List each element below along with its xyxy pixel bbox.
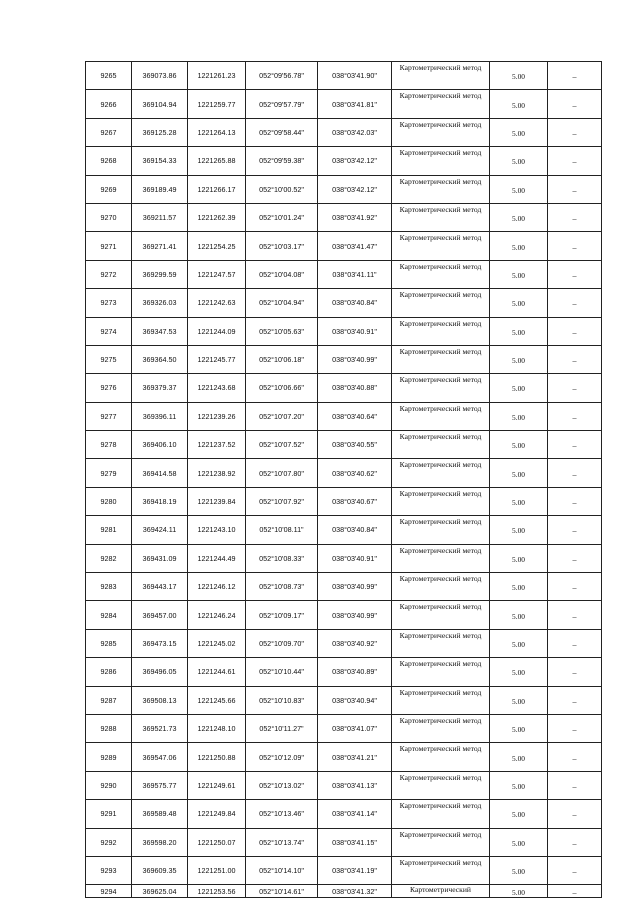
longitude-cell: 038°03'40.94" (318, 686, 392, 714)
longitude-cell: 038°03'40.92" (318, 629, 392, 657)
longitude-cell: 038°03'40.67" (318, 487, 392, 515)
latitude-cell: 052°09'59.38" (246, 147, 318, 175)
x-coordinate-cell: 369589.48 (132, 800, 188, 828)
x-coordinate-cell: 369299.59 (132, 260, 188, 288)
accuracy-cell: 5.00 (490, 203, 548, 231)
point-number-cell: 9288 (86, 714, 132, 742)
x-coordinate-cell: 369326.03 (132, 289, 188, 317)
point-number-cell: 9271 (86, 232, 132, 260)
table-row (86, 828, 602, 856)
latitude-cell: 052°10'04.08" (246, 260, 318, 288)
note-cell: – (548, 345, 602, 373)
latitude-cell: 052°10'07.80" (246, 459, 318, 487)
x-coordinate-cell: 369396.11 (132, 402, 188, 430)
longitude-cell: 038°03'41.90" (318, 62, 392, 90)
note-cell: – (548, 459, 602, 487)
note-cell: – (548, 629, 602, 657)
y-coordinate-cell: 1221266.17 (188, 175, 246, 203)
x-coordinate-cell: 369431.09 (132, 544, 188, 572)
table-row (86, 62, 602, 90)
accuracy-cell: 5.00 (490, 516, 548, 544)
accuracy-cell: 5.00 (490, 232, 548, 260)
latitude-cell: 052°10'07.20" (246, 402, 318, 430)
x-coordinate-cell: 369443.17 (132, 573, 188, 601)
point-number-cell: 9275 (86, 345, 132, 373)
method-cell: Картометрический метод (392, 402, 490, 430)
longitude-cell: 038°03'41.19" (318, 856, 392, 884)
longitude-cell: 038°03'41.47" (318, 232, 392, 260)
longitude-cell: 038°03'40.99" (318, 345, 392, 373)
note-cell: – (548, 62, 602, 90)
latitude-cell: 052°10'10.83" (246, 686, 318, 714)
accuracy-cell: 5.00 (490, 260, 548, 288)
x-coordinate-cell: 369189.49 (132, 175, 188, 203)
point-number-cell: 9273 (86, 289, 132, 317)
method-cell: Картометрический метод (392, 800, 490, 828)
table-row (86, 374, 602, 402)
y-coordinate-cell: 1221242.63 (188, 289, 246, 317)
point-number-cell: 9277 (86, 402, 132, 430)
accuracy-cell: 5.00 (490, 828, 548, 856)
accuracy-cell: 5.00 (490, 374, 548, 402)
y-coordinate-cell: 1221246.12 (188, 573, 246, 601)
longitude-cell: 038°03'41.07" (318, 714, 392, 742)
note-cell: – (548, 260, 602, 288)
x-coordinate-cell: 369424.11 (132, 516, 188, 544)
note-cell: – (548, 118, 602, 146)
y-coordinate-cell: 1221262.39 (188, 203, 246, 231)
method-cell: Картометрический метод (392, 175, 490, 203)
note-cell: – (548, 402, 602, 430)
table-row (86, 402, 602, 430)
longitude-cell: 038°03'42.12" (318, 147, 392, 175)
table-row (86, 345, 602, 373)
y-coordinate-cell: 1221238.92 (188, 459, 246, 487)
point-number-cell: 9281 (86, 516, 132, 544)
latitude-cell: 052°10'09.17" (246, 601, 318, 629)
x-coordinate-cell: 369154.33 (132, 147, 188, 175)
point-number-cell: 9270 (86, 203, 132, 231)
x-coordinate-cell: 369364.50 (132, 345, 188, 373)
method-cell: Картометрический метод (392, 459, 490, 487)
latitude-cell: 052°10'07.92" (246, 487, 318, 515)
table-row (86, 573, 602, 601)
table-row (86, 203, 602, 231)
table-row (86, 516, 602, 544)
table-row (86, 800, 602, 828)
note-cell: – (548, 90, 602, 118)
note-cell: – (548, 885, 602, 898)
latitude-cell: 052°10'03.17" (246, 232, 318, 260)
longitude-cell: 038°03'40.64" (318, 402, 392, 430)
note-cell: – (548, 317, 602, 345)
y-coordinate-cell: 1221244.49 (188, 544, 246, 572)
note-cell: – (548, 147, 602, 175)
accuracy-cell: 5.00 (490, 658, 548, 686)
x-coordinate-cell: 369598.20 (132, 828, 188, 856)
point-number-cell: 9276 (86, 374, 132, 402)
accuracy-cell: 5.00 (490, 402, 548, 430)
table-row (86, 629, 602, 657)
table-row (86, 260, 602, 288)
point-number-cell: 9267 (86, 118, 132, 146)
longitude-cell: 038°03'40.62" (318, 459, 392, 487)
note-cell: – (548, 658, 602, 686)
method-cell: Картометрический метод (392, 62, 490, 90)
method-cell: Картометрический (392, 885, 490, 898)
accuracy-cell: 5.00 (490, 175, 548, 203)
method-cell: Картометрический метод (392, 289, 490, 317)
accuracy-cell: 5.00 (490, 885, 548, 898)
y-coordinate-cell: 1221245.66 (188, 686, 246, 714)
x-coordinate-cell: 369496.05 (132, 658, 188, 686)
latitude-cell: 052°10'08.73" (246, 573, 318, 601)
longitude-cell: 038°03'41.11" (318, 260, 392, 288)
method-cell: Картометрический метод (392, 573, 490, 601)
longitude-cell: 038°03'40.99" (318, 601, 392, 629)
table-body (86, 62, 602, 898)
y-coordinate-cell: 1221264.13 (188, 118, 246, 146)
note-cell: – (548, 856, 602, 884)
y-coordinate-cell: 1221243.68 (188, 374, 246, 402)
method-cell: Картометрический метод (392, 601, 490, 629)
latitude-cell: 052°10'00.52" (246, 175, 318, 203)
longitude-cell: 038°03'40.91" (318, 544, 392, 572)
x-coordinate-cell: 369521.73 (132, 714, 188, 742)
point-number-cell: 9284 (86, 601, 132, 629)
longitude-cell: 038°03'41.81" (318, 90, 392, 118)
note-cell: – (548, 828, 602, 856)
x-coordinate-cell: 369379.37 (132, 374, 188, 402)
latitude-cell: 052°10'08.33" (246, 544, 318, 572)
y-coordinate-cell: 1221259.77 (188, 90, 246, 118)
latitude-cell: 052°10'13.46" (246, 800, 318, 828)
y-coordinate-cell: 1221246.24 (188, 601, 246, 629)
longitude-cell: 038°03'42.03" (318, 118, 392, 146)
table-row (86, 714, 602, 742)
accuracy-cell: 5.00 (490, 601, 548, 629)
x-coordinate-cell: 369271.41 (132, 232, 188, 260)
table-row (86, 118, 602, 146)
table-row (86, 431, 602, 459)
point-number-cell: 9292 (86, 828, 132, 856)
y-coordinate-cell: 1221239.26 (188, 402, 246, 430)
longitude-cell: 038°03'40.91" (318, 317, 392, 345)
accuracy-cell: 5.00 (490, 856, 548, 884)
table-row (86, 658, 602, 686)
method-cell: Картометрический метод (392, 203, 490, 231)
latitude-cell: 052°10'07.52" (246, 431, 318, 459)
point-number-cell: 9268 (86, 147, 132, 175)
table-row (86, 232, 602, 260)
table-row (86, 317, 602, 345)
y-coordinate-cell: 1221261.23 (188, 62, 246, 90)
y-coordinate-cell: 1221237.52 (188, 431, 246, 459)
latitude-cell: 052°10'14.10" (246, 856, 318, 884)
x-coordinate-cell: 369104.94 (132, 90, 188, 118)
method-cell: Картометрический метод (392, 345, 490, 373)
accuracy-cell: 5.00 (490, 118, 548, 146)
method-cell: Картометрический метод (392, 232, 490, 260)
accuracy-cell: 5.00 (490, 629, 548, 657)
note-cell: – (548, 175, 602, 203)
latitude-cell: 052°09'57.79" (246, 90, 318, 118)
method-cell: Картометрический метод (392, 118, 490, 146)
x-coordinate-cell: 369073.86 (132, 62, 188, 90)
longitude-cell: 038°03'41.13" (318, 771, 392, 799)
accuracy-cell: 5.00 (490, 743, 548, 771)
latitude-cell: 052°10'13.74" (246, 828, 318, 856)
table-row (86, 459, 602, 487)
point-number-cell: 9278 (86, 431, 132, 459)
method-cell: Картометрический метод (392, 544, 490, 572)
x-coordinate-cell: 369125.28 (132, 118, 188, 146)
y-coordinate-cell: 1221253.56 (188, 885, 246, 898)
method-cell: Картометрический метод (392, 828, 490, 856)
y-coordinate-cell: 1221251.00 (188, 856, 246, 884)
accuracy-cell: 5.00 (490, 431, 548, 459)
table-row (86, 90, 602, 118)
x-coordinate-cell: 369406.10 (132, 431, 188, 459)
accuracy-cell: 5.00 (490, 147, 548, 175)
table-row (86, 743, 602, 771)
table-row (86, 487, 602, 515)
longitude-cell: 038°03'41.32" (318, 885, 392, 898)
note-cell: – (548, 573, 602, 601)
accuracy-cell: 5.00 (490, 771, 548, 799)
latitude-cell: 052°10'06.66" (246, 374, 318, 402)
table-row (86, 147, 602, 175)
longitude-cell: 038°03'40.84" (318, 516, 392, 544)
note-cell: – (548, 800, 602, 828)
note-cell: – (548, 374, 602, 402)
latitude-cell: 052°09'58.44" (246, 118, 318, 146)
longitude-cell: 038°03'40.84" (318, 289, 392, 317)
accuracy-cell: 5.00 (490, 573, 548, 601)
y-coordinate-cell: 1221245.02 (188, 629, 246, 657)
accuracy-cell: 5.00 (490, 487, 548, 515)
note-cell: – (548, 544, 602, 572)
latitude-cell: 052°10'10.44" (246, 658, 318, 686)
x-coordinate-cell: 369211.57 (132, 203, 188, 231)
note-cell: – (548, 771, 602, 799)
y-coordinate-cell: 1221248.10 (188, 714, 246, 742)
y-coordinate-cell: 1221265.88 (188, 147, 246, 175)
method-cell: Картометрический метод (392, 147, 490, 175)
coordinates-table (85, 61, 602, 898)
longitude-cell: 038°03'40.55" (318, 431, 392, 459)
longitude-cell: 038°03'41.92" (318, 203, 392, 231)
x-coordinate-cell: 369575.77 (132, 771, 188, 799)
note-cell: – (548, 203, 602, 231)
point-number-cell: 9291 (86, 800, 132, 828)
note-cell: – (548, 714, 602, 742)
y-coordinate-cell: 1221249.84 (188, 800, 246, 828)
point-number-cell: 9279 (86, 459, 132, 487)
x-coordinate-cell: 369609.35 (132, 856, 188, 884)
accuracy-cell: 5.00 (490, 459, 548, 487)
accuracy-cell: 5.00 (490, 544, 548, 572)
y-coordinate-cell: 1221245.77 (188, 345, 246, 373)
latitude-cell: 052°10'05.63" (246, 317, 318, 345)
table-row (86, 885, 602, 898)
method-cell: Картометрический метод (392, 487, 490, 515)
note-cell: – (548, 601, 602, 629)
point-number-cell: 9290 (86, 771, 132, 799)
point-number-cell: 9293 (86, 856, 132, 884)
table-row (86, 771, 602, 799)
accuracy-cell: 5.00 (490, 62, 548, 90)
latitude-cell: 052°10'04.94" (246, 289, 318, 317)
latitude-cell: 052°10'08.11" (246, 516, 318, 544)
latitude-cell: 052°10'13.02" (246, 771, 318, 799)
accuracy-cell: 5.00 (490, 345, 548, 373)
point-number-cell: 9286 (86, 658, 132, 686)
latitude-cell: 052°10'01.24" (246, 203, 318, 231)
note-cell: – (548, 516, 602, 544)
longitude-cell: 038°03'41.15" (318, 828, 392, 856)
note-cell: – (548, 487, 602, 515)
method-cell: Картометрический метод (392, 516, 490, 544)
y-coordinate-cell: 1221254.25 (188, 232, 246, 260)
table-row (86, 544, 602, 572)
method-cell: Картометрический метод (392, 658, 490, 686)
method-cell: Картометрический метод (392, 771, 490, 799)
latitude-cell: 052°10'06.18" (246, 345, 318, 373)
method-cell: Картометрический метод (392, 714, 490, 742)
table-row (86, 686, 602, 714)
accuracy-cell: 5.00 (490, 289, 548, 317)
point-number-cell: 9265 (86, 62, 132, 90)
latitude-cell: 052°10'11.27" (246, 714, 318, 742)
accuracy-cell: 5.00 (490, 686, 548, 714)
accuracy-cell: 5.00 (490, 317, 548, 345)
note-cell: – (548, 743, 602, 771)
point-number-cell: 9289 (86, 743, 132, 771)
table-row (86, 601, 602, 629)
x-coordinate-cell: 369547.06 (132, 743, 188, 771)
table-row (86, 289, 602, 317)
x-coordinate-cell: 369457.00 (132, 601, 188, 629)
method-cell: Картометрический метод (392, 856, 490, 884)
point-number-cell: 9283 (86, 573, 132, 601)
note-cell: – (548, 686, 602, 714)
accuracy-cell: 5.00 (490, 800, 548, 828)
note-cell: – (548, 431, 602, 459)
longitude-cell: 038°03'41.14" (318, 800, 392, 828)
longitude-cell: 038°03'40.89" (318, 658, 392, 686)
y-coordinate-cell: 1221239.84 (188, 487, 246, 515)
method-cell: Картометрический метод (392, 374, 490, 402)
table-row (86, 856, 602, 884)
x-coordinate-cell: 369418.19 (132, 487, 188, 515)
method-cell: Картометрический метод (392, 431, 490, 459)
point-number-cell: 9266 (86, 90, 132, 118)
x-coordinate-cell: 369347.53 (132, 317, 188, 345)
method-cell: Картометрический метод (392, 686, 490, 714)
method-cell: Картометрический метод (392, 90, 490, 118)
accuracy-cell: 5.00 (490, 90, 548, 118)
latitude-cell: 052°09'56.78" (246, 62, 318, 90)
y-coordinate-cell: 1221243.10 (188, 516, 246, 544)
x-coordinate-cell: 369508.13 (132, 686, 188, 714)
method-cell: Картометрический метод (392, 317, 490, 345)
point-number-cell: 9282 (86, 544, 132, 572)
point-number-cell: 9274 (86, 317, 132, 345)
latitude-cell: 052°10'09.70" (246, 629, 318, 657)
point-number-cell: 9272 (86, 260, 132, 288)
longitude-cell: 038°03'42.12" (318, 175, 392, 203)
method-cell: Картометрический метод (392, 260, 490, 288)
x-coordinate-cell: 369473.15 (132, 629, 188, 657)
note-cell: – (548, 232, 602, 260)
method-cell: Картометрический метод (392, 629, 490, 657)
longitude-cell: 038°03'41.21" (318, 743, 392, 771)
point-number-cell: 9287 (86, 686, 132, 714)
point-number-cell: 9285 (86, 629, 132, 657)
point-number-cell: 9280 (86, 487, 132, 515)
point-number-cell: 9269 (86, 175, 132, 203)
longitude-cell: 038°03'40.99" (318, 573, 392, 601)
accuracy-cell: 5.00 (490, 714, 548, 742)
y-coordinate-cell: 1221247.57 (188, 260, 246, 288)
note-cell: – (548, 289, 602, 317)
longitude-cell: 038°03'40.88" (318, 374, 392, 402)
table-row (86, 175, 602, 203)
point-number-cell: 9294 (86, 885, 132, 898)
y-coordinate-cell: 1221250.07 (188, 828, 246, 856)
x-coordinate-cell: 369625.04 (132, 885, 188, 898)
latitude-cell: 052°10'12.09" (246, 743, 318, 771)
y-coordinate-cell: 1221250.88 (188, 743, 246, 771)
y-coordinate-cell: 1221244.61 (188, 658, 246, 686)
x-coordinate-cell: 369414.58 (132, 459, 188, 487)
y-coordinate-cell: 1221244.09 (188, 317, 246, 345)
y-coordinate-cell: 1221249.61 (188, 771, 246, 799)
method-cell: Картометрический метод (392, 743, 490, 771)
latitude-cell: 052°10'14.61" (246, 885, 318, 898)
